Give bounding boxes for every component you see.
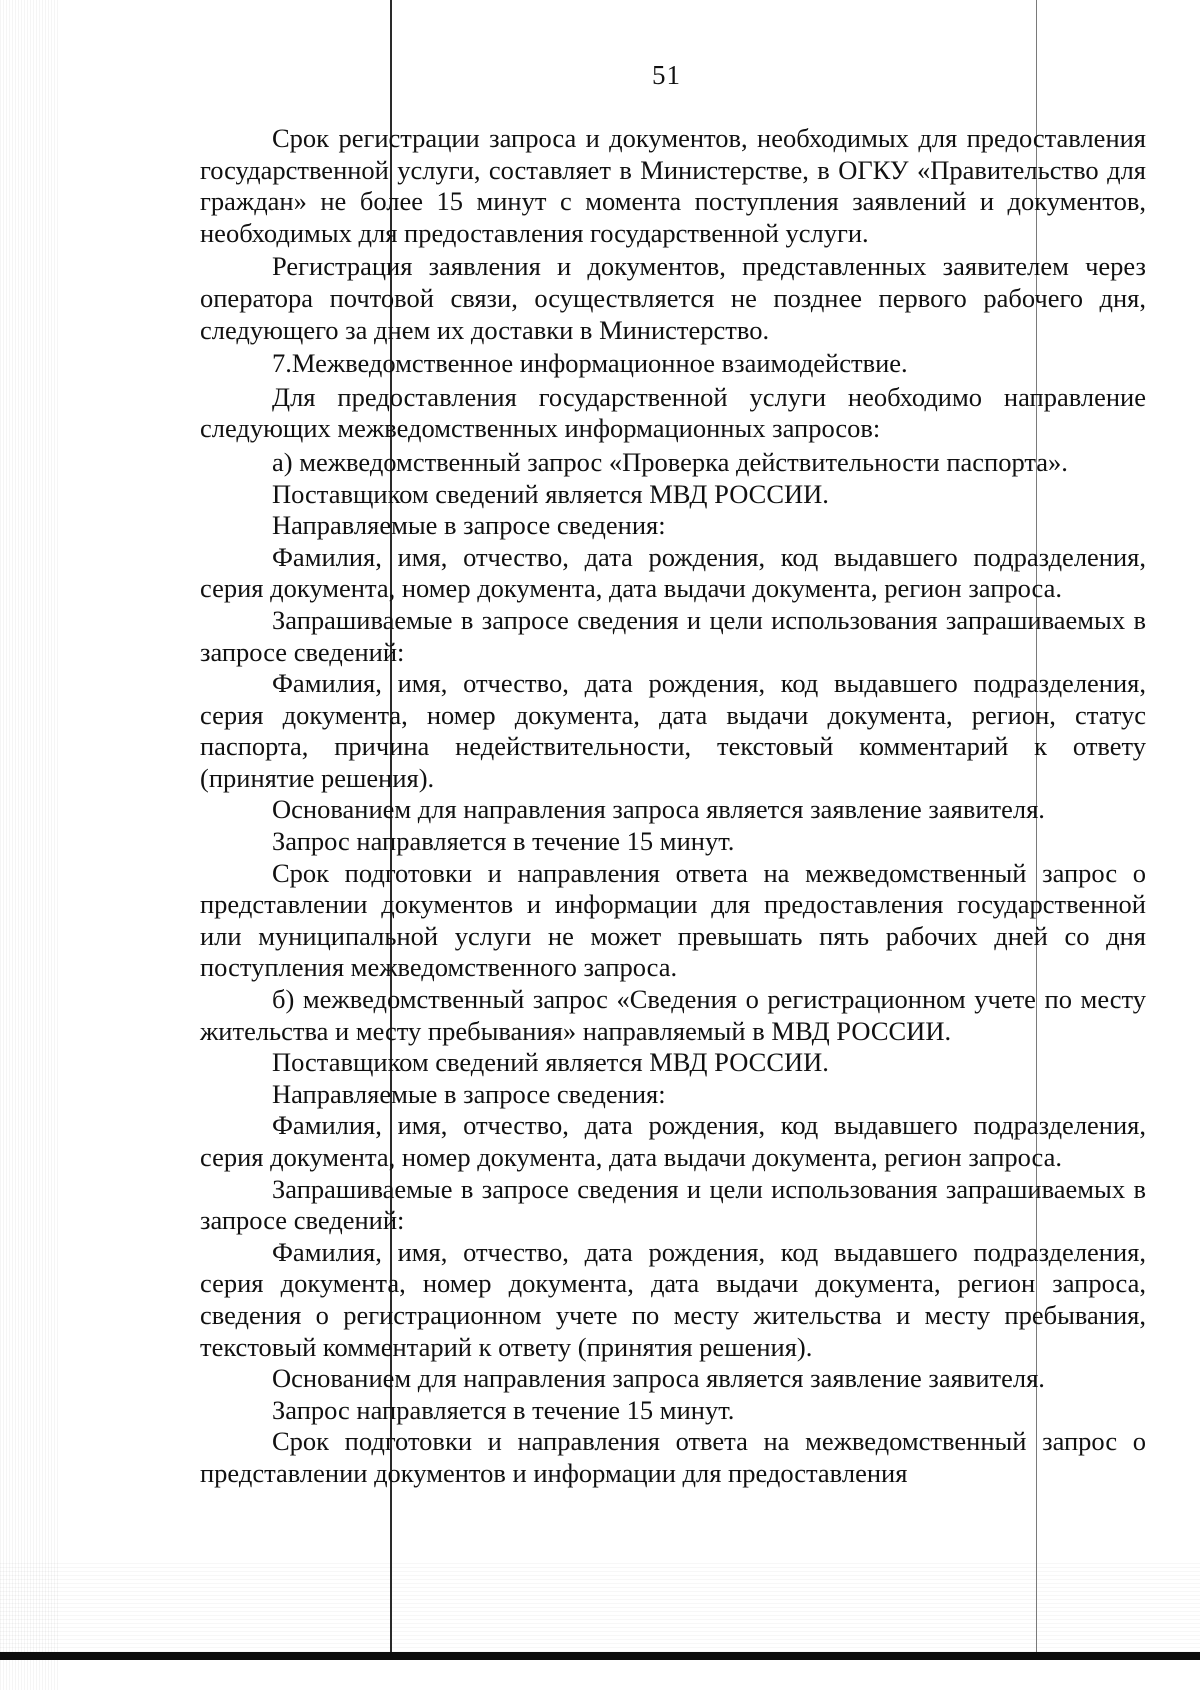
paragraph: Запрос направляется в течение 15 минут. [272, 1394, 735, 1425]
paragraph: а) межведомственный запрос «Проверка действительности паспорта». [272, 446, 1068, 477]
paragraph: Срок подготовки и направления ответа на межведомственный запрос о представлении документов и информации для предоставления [200, 1426, 1146, 1488]
paragraph: Направляемые в запросе сведения: [272, 1078, 666, 1109]
paragraph: Срок подготовки и направления ответа на межведомственный запрос о представлении документов и информации для предоставления государственной или муниципальной услуги не может превышать пять рабочих дней со дня поступления межведомственного запроса. [200, 857, 1146, 983]
paragraph: Направляемые в запросе сведения: [272, 510, 666, 541]
paragraph: Запрашиваемые в запросе сведения и цели использования запрашиваемых в запросе сведений: [200, 1173, 1146, 1236]
paragraph: Запрос направляется в течение 15 минут. [272, 826, 735, 857]
paragraph: Поставщиком сведений является МВД РОССИИ. [272, 1047, 829, 1078]
page-number: 51 [652, 60, 681, 90]
section-heading: 7.Межведомственное информационное взаимодействие. [272, 348, 908, 379]
paragraph: Фамилия, имя, отчество, дата рождения, код выдавшего подразделения, серия документа, номер документа, дата выдачи документа, регион запроса. [200, 1110, 1146, 1172]
paragraph: Запрашиваемые в запросе сведения и цели использования запрашиваемых в запросе сведений: [200, 604, 1146, 667]
paragraph: Для предоставления государственной услуги необходимо направление следующих межведомственных информационных запросов: [200, 381, 1146, 444]
paragraph: Регистрация заявления и документов, представленных заявителем через оператора почтовой связи, осуществляется не позднее первого рабочего дня, следующего за днем их доставки в Министерство. [200, 251, 1146, 345]
paragraph: Фамилия, имя, отчество, дата рождения, код выдавшего подразделения, серия документа, номер документа, дата выдачи документа, регион запроса, сведения о регистрационном учете по месту жительства и месту пребывания, текстовый комментарий к ответу (принятия решения). [200, 1236, 1146, 1362]
paragraph: Основанием для направления запроса является заявление заявителя. [272, 794, 1045, 825]
scan-grain-bottom [0, 1560, 1200, 1652]
scan-grain-left [0, 0, 60, 1690]
paragraph: Основанием для направления запроса является заявление заявителя. [272, 1363, 1045, 1394]
paragraph: Фамилия, имя, отчество, дата рождения, код выдавшего подразделения, серия документа, номер документа, дата выдачи документа, регион запроса. [200, 541, 1146, 604]
scan-bottom-edge [0, 1652, 1200, 1660]
document-body [200, 123, 1146, 1490]
paragraph: Фамилия, имя, отчество, дата рождения, код выдавшего подразделения, серия документа, номер документа, дата выдачи документа, регион, статус паспорта, причина недействительности, текстовый комментарий к ответу (принятие решения). [200, 668, 1146, 793]
paragraph: Поставщиком сведений является МВД РОССИИ. [272, 478, 829, 509]
paragraph: б) межведомственный запрос «Сведения о регистрационном учете по месту жительства и месту пребывания» направляемый в МВД РОССИИ. [200, 984, 1146, 1046]
paragraph: Срок регистрации запроса и документов, необходимых для предоставления государственной услуги, составляет в Министерстве, в ОГКУ «Правительство для граждан» не более 15 минут с момента поступления заявлений и документов, необходимых для предоставления государственной услуги. [200, 123, 1146, 248]
